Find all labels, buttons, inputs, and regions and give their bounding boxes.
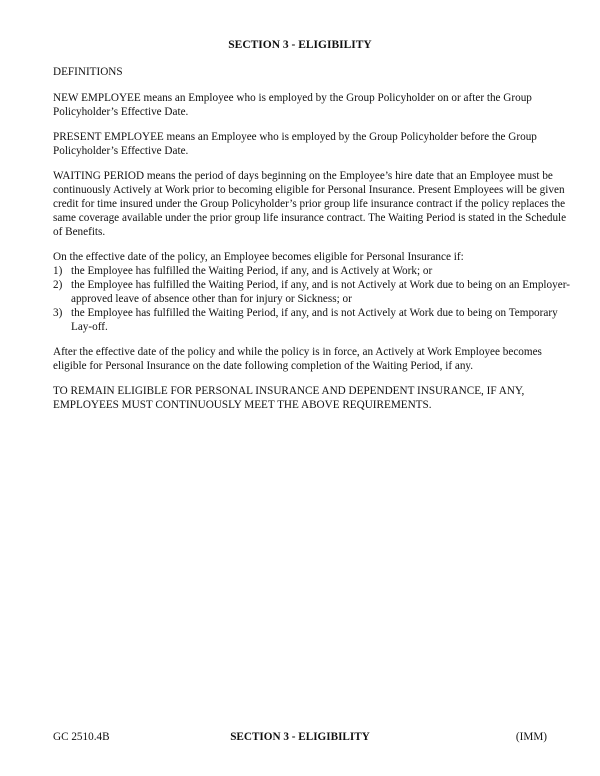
list-number: 3) (53, 307, 63, 319)
definitions-heading: DEFINITIONS (53, 66, 123, 78)
list-text: the Employee has fulfilled the Waiting Period, if any, and is not Actively at Work due to being on Temporary Lay-off. (71, 307, 558, 333)
waiting-period-definition: WAITING PERIOD means the period of days beginning on the Employee’s hire date that an Employee must be continuously Actively at Work prior to becoming eligible for Personal Insurance. Present Employees will be given credit for time insured under the Group Policyholder’s prior group life insurance contract if the policy replaces the same coverage available under the prior group life insurance contract. The Waiting Period is stated in the Schedule of Benefits. (53, 170, 567, 238)
remain-eligible-notice: TO REMAIN ELIGIBLE FOR PERSONAL INSURANCE AND DEPENDENT INSURANCE, IF ANY, EMPLOYEES MUST CONTINUOUSLY MEET THE ABOVE REQUIREMENTS. (53, 385, 525, 411)
new-employee-definition: NEW EMPLOYEE means an Employee who is employed by the Group Policyholder on or after the Group Policyholder’s Effective Date. (53, 92, 532, 118)
present-employee-definition: PRESENT EMPLOYEE means an Employee who is employed by the Group Policyholder before the Group Policyholder’s Effective Date. (53, 131, 537, 157)
list-item (53, 278, 573, 306)
list-item (53, 306, 573, 334)
document-body (53, 65, 573, 423)
footer-section-title: SECTION 3 - ELIGIBILITY (230, 731, 370, 743)
eligibility-conditions-list (53, 264, 573, 334)
eligibility-lead: On the effective date of the policy, an Employee becomes eligible for Personal Insurance if: (53, 251, 464, 263)
list-text: the Employee has fulfilled the Waiting Period, if any, and is Actively at Work; or (71, 265, 433, 277)
page-footer (53, 730, 547, 744)
list-number: 2) (53, 279, 63, 291)
form-number: GC 2510.4B (53, 731, 110, 743)
after-effective-date-paragraph: After the effective date of the policy and while the policy is in force, an Actively at Work Employee becomes eligible for Personal Insurance on the date following completion of the Waiting Period, if any. (53, 346, 542, 372)
list-item (53, 264, 573, 278)
list-number: 1) (53, 265, 63, 277)
footer-code: (IMM) (515, 731, 547, 743)
list-text: the Employee has fulfilled the Waiting Period, if any, and is not Actively at Work due to being on an Employer-approved leave of absence other than for injury or Sickness; or (71, 279, 570, 305)
section-title: SECTION 3 - ELIGIBILITY (228, 39, 372, 51)
